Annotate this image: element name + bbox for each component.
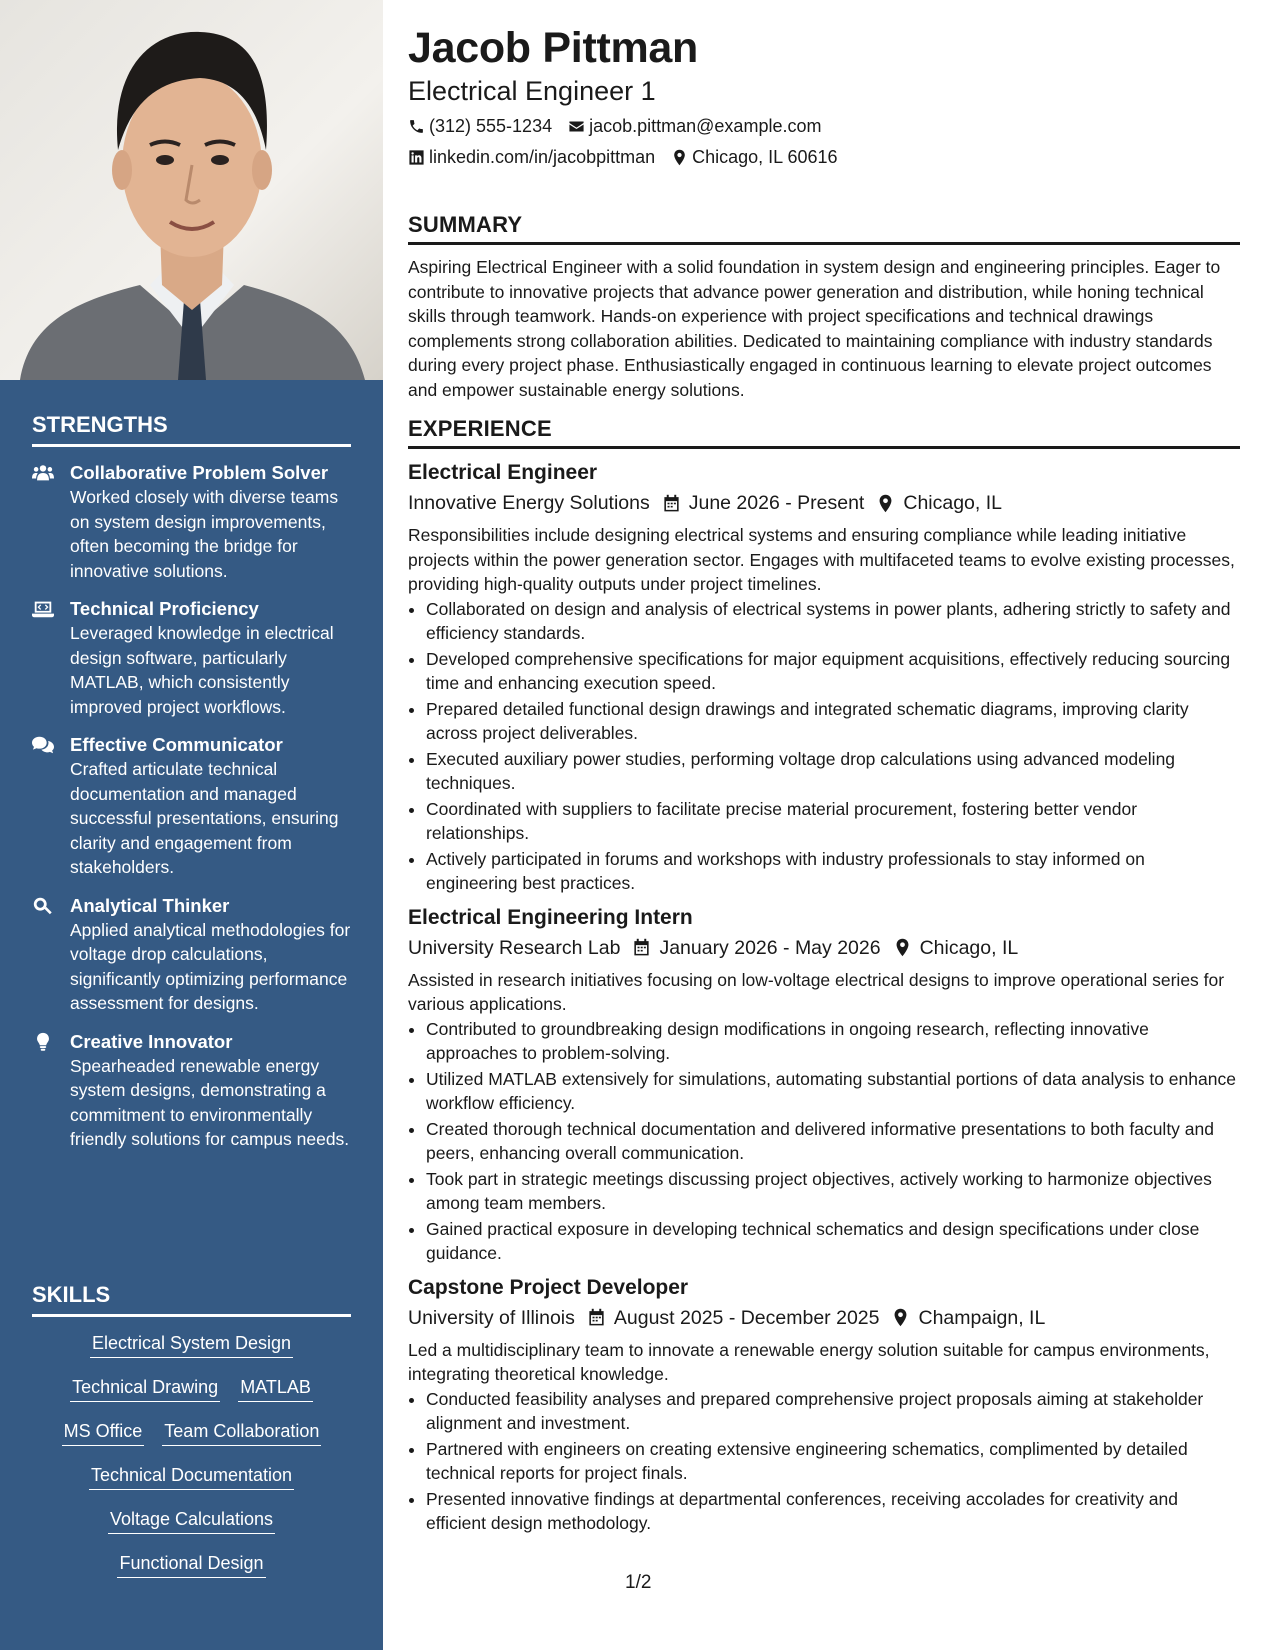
job-desc: Responsibilities include designing electrical systems and ensuring compliance while leading initiative projects within the power generation sector. Engages with multifaceted teams to evolve existing processes, providing high-quality outputs under project timelines. xyxy=(408,525,1235,594)
skills-heading: SKILLS xyxy=(32,1282,351,1317)
skill-tag: Team Collaboration xyxy=(162,1419,321,1446)
list-item: • Gained practical exposure in developing technical schematics and design specifications under close guidance. xyxy=(426,1217,1240,1266)
job-bullets xyxy=(408,597,1240,896)
strength-item xyxy=(32,733,351,880)
list-item: • Partnered with engineers on creating extensive engineering schematics, complimented by detailed technical reports for project finals. xyxy=(426,1437,1240,1486)
skill-tag: Technical Drawing xyxy=(70,1375,220,1402)
job-desc: Led a multidisciplinary team to innovate a renewable energy solution suitable for campus environments, integrating theoretical knowledge. xyxy=(408,1339,1210,1384)
list-item: • Created thorough technical documentation and delivered informative presentations to both faculty and peers, enhancing overall communication. xyxy=(426,1117,1240,1166)
job-title: Electrical Engineer xyxy=(408,461,598,484)
job-dates: June 2026 - Present xyxy=(688,492,865,514)
strength-item xyxy=(32,1030,351,1152)
job-dates: January 2026 - May 2026 xyxy=(659,936,881,959)
skills-section xyxy=(32,1282,351,1595)
strength-desc: Leveraged knowledge in electrical design software, particularly MATLAB, which consistently improved project workflows. xyxy=(70,623,334,717)
job-company: University Research Lab xyxy=(408,936,621,959)
strength-title: Technical Proficiency xyxy=(70,598,259,619)
skill-tag: MATLAB xyxy=(238,1375,313,1402)
contact-phone xyxy=(408,114,552,138)
list-item: • Developed comprehensive specifications for major equipment acquisitions, effectively reducing sourcing time and enhancing execution speed. xyxy=(426,647,1240,696)
linkedin-icon xyxy=(408,149,425,166)
job-location: Chicago, IL xyxy=(903,492,1003,514)
search-icon xyxy=(32,894,70,1016)
calendar-icon xyxy=(662,494,681,513)
list-item: • Prepared detailed functional design drawings and integrated schematic diagrams, improving clarity across project deliverables. xyxy=(426,697,1240,746)
map-pin-icon xyxy=(876,494,895,513)
list-item: • Took part in strategic meetings discussing project objectives, actively working to harmonize objectives among team members. xyxy=(426,1167,1240,1216)
linkedin-text[interactable]: linkedin.com/in/jacobpittman xyxy=(429,147,656,167)
strength-item xyxy=(32,894,351,1016)
contact-location xyxy=(671,145,837,169)
job-meta xyxy=(408,934,1240,962)
job-location: Champaign, IL xyxy=(918,1306,1046,1329)
job-title: Capstone Project Developer xyxy=(408,1275,689,1299)
job-meta xyxy=(408,489,1240,517)
strength-desc: Crafted articulate technical documentation and managed successful presentations, ensuring clarity and engagement from stakeholders. xyxy=(70,759,339,877)
strength-item xyxy=(32,461,351,583)
list-item: • Collaborated on design and analysis of electrical systems in power plants, adhering strictly to safety and efficiency standards. xyxy=(426,597,1240,646)
summary-text: Aspiring Electrical Engineer with a solid foundation in system design and engineering principles. Eager to contribute to innovative projects that advance power generation and distribution, while honing technical skills through teamwork. Hands-on experience with project specifications and technical drawings complements strong collaboration abilities. Dedicated to maintaining compliance with industry standards during every project phase. Enthusiastically engaged in continuous learning to elevate project outcomes and empower sustainable energy solutions. xyxy=(408,257,1221,400)
list-item: • Executed auxiliary power studies, performing voltage drop calculations using advanced modeling techniques. xyxy=(426,747,1240,796)
job-company: Innovative Energy Solutions xyxy=(408,492,650,514)
strengths-section xyxy=(32,412,351,1166)
main-content xyxy=(408,22,1240,1537)
strength-title: Effective Communicator xyxy=(70,734,283,755)
list-item: • Actively participated in forums and workshops with industry professionals to stay informed on engineering best practices. xyxy=(426,847,1240,896)
summary-heading: SUMMARY xyxy=(408,212,1240,245)
job-entry xyxy=(408,904,1240,1266)
skill-tag: Electrical System Design xyxy=(90,1331,293,1358)
sidebar xyxy=(0,0,383,1650)
contact-linkedin[interactable] xyxy=(408,145,655,169)
profile-photo xyxy=(0,0,383,380)
list-item: • Utilized MATLAB extensively for simulations, automating substantial portions of data analysis to enhance workflow efficiency. xyxy=(426,1067,1240,1116)
job-title: Electrical Engineering Intern xyxy=(408,905,693,929)
strength-title: Analytical Thinker xyxy=(70,894,230,916)
job-entry xyxy=(408,459,1240,896)
list-item: • Conducted feasibility analyses and prepared comprehensive project proposals aiming at stakeholder alignment and investment. xyxy=(426,1387,1240,1436)
calendar-icon xyxy=(632,938,651,957)
candidate-name: Jacob Pittman xyxy=(408,24,699,72)
strength-title: Creative Innovator xyxy=(70,1030,233,1052)
strengths-heading: STRENGTHS xyxy=(32,412,351,447)
job-location: Chicago, IL xyxy=(919,936,1019,959)
map-pin-icon xyxy=(671,149,688,166)
envelope-icon xyxy=(568,118,585,135)
phone-text: (312) 555-1234 xyxy=(429,116,553,136)
experience-heading: EXPERIENCE xyxy=(408,416,1240,449)
phone-icon xyxy=(408,118,425,135)
map-pin-icon xyxy=(891,1308,910,1327)
calendar-icon xyxy=(587,1308,606,1327)
map-pin-icon xyxy=(893,938,912,957)
job-bullets xyxy=(408,1017,1240,1266)
contact-row xyxy=(408,114,1240,138)
list-item: • Contributed to groundbreaking design modifications in ongoing research, reflecting innovative approaches to problem-solving. xyxy=(426,1017,1240,1066)
skill-tag: Functional Design xyxy=(117,1551,265,1578)
strength-desc: Applied analytical methodologies for voltage drop calculations, significantly optimizing performance assessment for designs. xyxy=(70,919,351,1013)
job-meta xyxy=(408,1304,1240,1332)
job-company: University of Illinois xyxy=(408,1306,575,1329)
skill-tag: Voltage Calculations xyxy=(108,1507,275,1534)
job-dates: August 2025 - December 2025 xyxy=(613,1306,880,1329)
profile-photo-illustration xyxy=(0,0,383,380)
list-item: • Coordinated with suppliers to facilitate precise material procurement, fostering better vendor relationships. xyxy=(426,797,1240,846)
job-desc: Assisted in research initiatives focusing on low-voltage electrical designs to improve operational series for various applications. xyxy=(408,969,1225,1014)
comments-icon xyxy=(32,733,70,880)
skill-tag: Technical Documentation xyxy=(89,1463,294,1490)
laptop-code-icon xyxy=(32,597,70,719)
list-item: • Presented innovative findings at departmental conferences, receiving accolades for creativity and efficient design methodology. xyxy=(426,1487,1240,1536)
strength-desc: Spearheaded renewable energy system designs, demonstrating a commitment to environmentally friendly solutions for campus needs. xyxy=(70,1055,350,1149)
skill-tag: MS Office xyxy=(62,1419,145,1446)
strength-item xyxy=(32,597,351,719)
email-text[interactable]: jacob.pittman@example.com xyxy=(589,116,822,136)
job-bullets xyxy=(408,1387,1240,1536)
strength-title: Collaborative Problem Solver xyxy=(70,462,329,483)
lightbulb-icon xyxy=(32,1030,70,1152)
contact-row xyxy=(408,145,1240,169)
strength-desc: Worked closely with diverse teams on system design improvements, often becoming the bridge for innovative solutions. xyxy=(70,487,339,581)
candidate-role: Electrical Engineer 1 xyxy=(408,76,656,106)
job-entry xyxy=(408,1274,1240,1536)
location-text: Chicago, IL 60616 xyxy=(692,147,838,167)
skills-list xyxy=(32,1331,351,1578)
users-icon xyxy=(32,461,70,583)
page-number: 1/2 xyxy=(625,1572,652,1593)
contact-email[interactable] xyxy=(568,114,821,138)
